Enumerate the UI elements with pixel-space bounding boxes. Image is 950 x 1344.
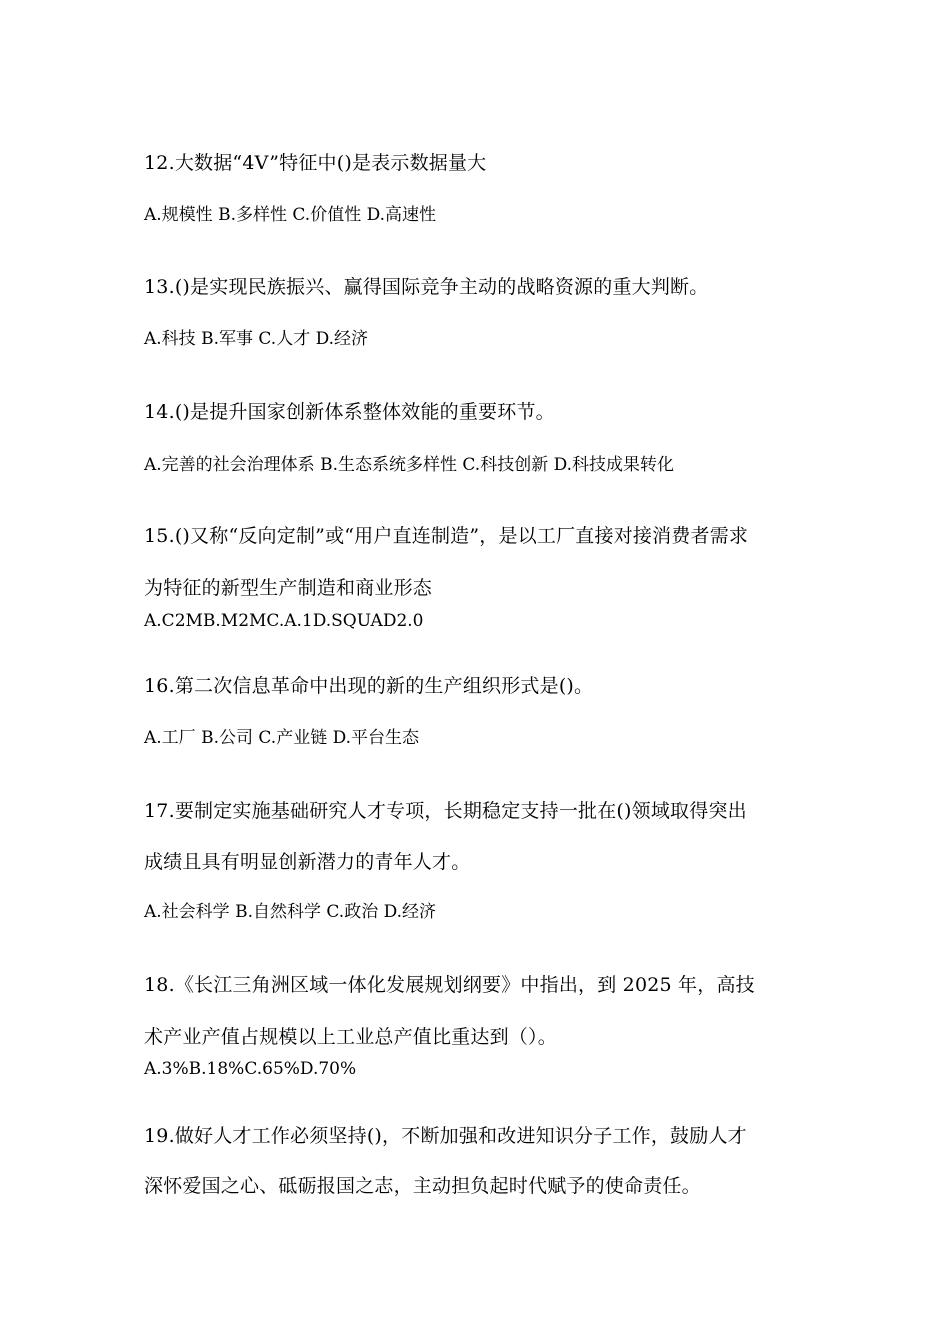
question-12-options: A.规模性 B.多样性 C.价值性 D.高速性 bbox=[144, 205, 437, 225]
question-14-stem-line-1: 14.()是提升国家创新体系整体效能的重要环节。 bbox=[144, 401, 555, 423]
question-12-stem-line-1: 12.大数据“4V”特征中()是表示数据量大 bbox=[144, 152, 487, 174]
question-15-stem-line-2: 为特征的新型生产制造和商业形态 bbox=[144, 577, 433, 599]
question-19-stem-line-1: 19.做好人才工作必须坚持()，不断加强和改进知识分子工作，鼓励人才 bbox=[144, 1125, 747, 1147]
question-13-stem-line-1: 13.()是实现民族振兴、赢得国际竞争主动的战略资源的重大判断。 bbox=[144, 276, 709, 298]
question-15-options: A.C2MB.M2MC.A.1D.SQUAD2.0 bbox=[144, 611, 424, 631]
question-17-stem-line-1: 17.要制定实施基础研究人才专项，长期稳定支持一批在()领域取得突出 bbox=[144, 800, 747, 822]
question-18-stem-line-2: 术产业产值占规模以上工业总产值比重达到（）。 bbox=[144, 1026, 557, 1048]
question-17-options: A.社会科学 B.自然科学 C.政治 D.经济 bbox=[144, 902, 437, 922]
question-17-stem-line-2: 成绩且具有明显创新潜力的青年人才。 bbox=[144, 851, 471, 873]
question-13-options: A.科技 B.军事 C.人才 D.经济 bbox=[144, 329, 369, 349]
question-18-options: A.3%B.18%C.65%D.70% bbox=[144, 1059, 357, 1079]
question-16-options: A.工厂 B.公司 C.产业链 D.平台生态 bbox=[144, 728, 420, 748]
question-16-stem-line-1: 16.第二次信息革命中出现的新的生产组织形式是()。 bbox=[144, 675, 594, 697]
question-14-options: A.完善的社会治理体系 B.生态系统多样性 C.科技创新 D.科技成果转化 bbox=[144, 455, 675, 475]
question-19-stem-line-2: 深怀爱国之心、砥砺报国之志，主动担负起时代赋予的使命责任。 bbox=[144, 1175, 701, 1197]
question-18-stem-line-1: 18.《长江三角洲区域一体化发展规划纲要》中指出，到 2025 年，高技 bbox=[144, 974, 755, 996]
question-15-stem-line-1: 15.()又称“反向定制”或“用户直连制造”，是以工厂直接对接消费者需求 bbox=[144, 525, 749, 547]
